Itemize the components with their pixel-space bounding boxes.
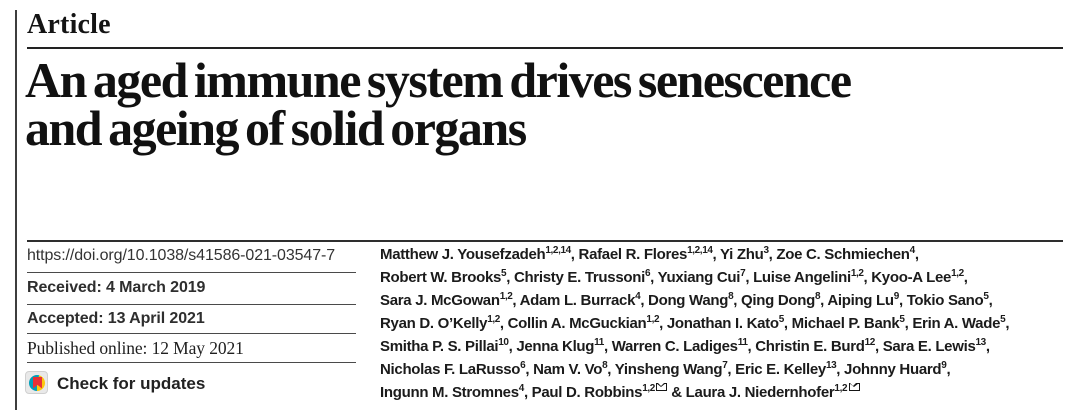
affiliation-superscript: 13 <box>975 337 986 348</box>
check-for-updates-button[interactable] <box>25 369 225 397</box>
meta-row-rule <box>27 272 356 273</box>
affiliation-superscript: 1,2 <box>951 268 964 279</box>
affiliation-superscript: 12 <box>864 337 875 348</box>
author-name-text: , <box>914 246 919 263</box>
author-name-text: , Rafael R. Flores <box>570 246 688 263</box>
affiliation-superscript: 1,2 <box>642 383 655 394</box>
affiliation-superscript: 1,2 <box>487 314 500 325</box>
meta-row-rule <box>27 362 356 363</box>
author-name-text: Robert W. Brooks <box>380 269 502 286</box>
author-name-text: , <box>988 292 993 309</box>
author-name-text: , Luise Angelini <box>745 269 851 286</box>
author-line <box>380 290 1075 313</box>
author-name-text: Sara J. McGowan <box>380 292 500 309</box>
author-name-text: , Tokio Sano <box>898 292 984 309</box>
affiliation-superscript: 1,2,14 <box>687 245 713 256</box>
author-name-text: Nicholas F. LaRusso <box>380 361 521 378</box>
affiliation-superscript: 4 <box>909 245 915 256</box>
author-name-text: , Warren C. Ladiges <box>603 338 738 355</box>
published-date: Published online: 12 May 2021 <box>27 338 244 358</box>
author-name-text: , <box>963 269 968 286</box>
author-name-text: , Dong Wang <box>640 292 729 309</box>
affiliation-superscript: 5 <box>1000 314 1006 325</box>
affiliation-superscript: 7 <box>722 360 728 371</box>
author-name-text: , Johnny Huard <box>836 361 942 378</box>
affiliation-superscript: 6 <box>520 360 526 371</box>
affiliation-superscript: 4 <box>518 383 524 394</box>
author-name-text: , Michael P. Bank <box>783 315 900 332</box>
author-name-text: , Yi Zhu <box>712 246 764 263</box>
doi-link[interactable]: https://doi.org/10.1038/s41586-021-03547-7 <box>27 247 336 264</box>
author-name-text: Ryan D. O’Kelly <box>380 315 488 332</box>
affiliation-superscript: 5 <box>501 268 507 279</box>
author-name-text: , Paul D. Robbins <box>523 384 643 401</box>
affiliation-superscript: 9 <box>941 360 947 371</box>
author-list <box>380 244 1075 405</box>
author-name-text: , Adam L. Burrack <box>512 292 636 309</box>
author-name-text: Smitha P. S. Pillai <box>380 338 499 355</box>
meta-row-rule <box>27 304 356 305</box>
left-border-rule <box>15 10 17 410</box>
author-name-text: , Jonathan I. Kato <box>659 315 779 332</box>
author-name-text: , Yuxiang Cui <box>650 269 741 286</box>
meta-row-rule <box>27 333 356 334</box>
affiliation-superscript: 11 <box>737 337 748 348</box>
affiliation-superscript: 4 <box>635 291 641 302</box>
author-name-text: , Aiping Lu <box>820 292 894 309</box>
affiliation-superscript: 1,2 <box>646 314 660 325</box>
author-name-text: , Collin A. McGuckian <box>499 315 647 332</box>
affiliation-superscript: 8 <box>814 291 821 302</box>
header-divider-rule <box>27 240 1063 242</box>
affiliation-superscript: 13 <box>825 360 837 371</box>
author-name-text: , Erin A. Wade <box>904 315 1001 332</box>
author-line <box>380 267 1075 290</box>
affiliation-superscript: 5 <box>778 314 784 325</box>
check-for-updates-label: Check for updates <box>57 374 206 393</box>
affiliation-superscript: 8 <box>728 291 734 302</box>
envelope-icon <box>849 383 860 392</box>
affiliation-superscript: 1,2 <box>499 291 513 302</box>
author-name-text: , Kyoo-A Lee <box>863 269 952 286</box>
affiliation-superscript: 1,2,14 <box>545 245 571 256</box>
author-name-text: , Zoe C. Schmiechen <box>768 246 910 263</box>
author-name-text: , Christy E. Trussoni <box>506 269 645 286</box>
author-name-text: , <box>1005 315 1010 332</box>
received-date: Received: 4 March 2019 <box>27 279 206 296</box>
accepted-date: Accepted: 13 April 2021 <box>27 310 205 327</box>
author-name-text: Matthew J. Yousefzadeh <box>380 246 546 263</box>
author-name-text: , Qing Dong <box>733 292 815 309</box>
author-name-text: , Eric E. Kelley <box>727 361 826 378</box>
author-name-text: , Jenna Klug <box>508 338 595 355</box>
affiliation-superscript: 5 <box>983 291 989 302</box>
author-line <box>380 336 1075 359</box>
article-title <box>25 52 851 156</box>
author-line <box>380 244 1075 267</box>
author-name-text: , <box>985 338 990 355</box>
affiliation-superscript: 9 <box>893 291 899 302</box>
author-name-text: , Nam V. Vo <box>525 361 603 378</box>
author-line <box>380 359 1075 382</box>
title-line-2: and ageing of solid organs <box>25 100 526 156</box>
affiliation-superscript: 10 <box>498 337 509 348</box>
affiliation-superscript: 8 <box>602 360 608 371</box>
author-name-text: Ingunn M. Stromnes <box>380 384 519 401</box>
affiliation-superscript: 7 <box>740 268 746 279</box>
affiliation-superscript: 1,2 <box>850 268 864 279</box>
envelope-icon <box>656 383 667 392</box>
affiliation-superscript: 5 <box>899 314 905 325</box>
crossmark-icon <box>25 371 48 394</box>
author-name-text: , Sara E. Lewis <box>874 338 976 355</box>
author-name-text: , Christin E. Burd <box>747 338 865 355</box>
affiliation-superscript: 6 <box>644 268 651 279</box>
author-name-text: , <box>946 361 951 378</box>
author-name-text: , Yinsheng Wang <box>607 361 723 378</box>
affiliation-superscript: 3 <box>763 245 769 256</box>
kicker-divider-rule <box>27 47 1063 49</box>
affiliation-superscript: 1,2 <box>834 383 848 394</box>
affiliation-superscript: 11 <box>594 337 604 348</box>
author-line <box>380 382 1075 405</box>
title-line-1: An aged immune system drives senescence <box>25 52 851 108</box>
author-line <box>380 313 1075 336</box>
article-kicker: Article <box>27 9 111 40</box>
author-name-text: & Laura J. Niedernhofer <box>667 384 835 401</box>
